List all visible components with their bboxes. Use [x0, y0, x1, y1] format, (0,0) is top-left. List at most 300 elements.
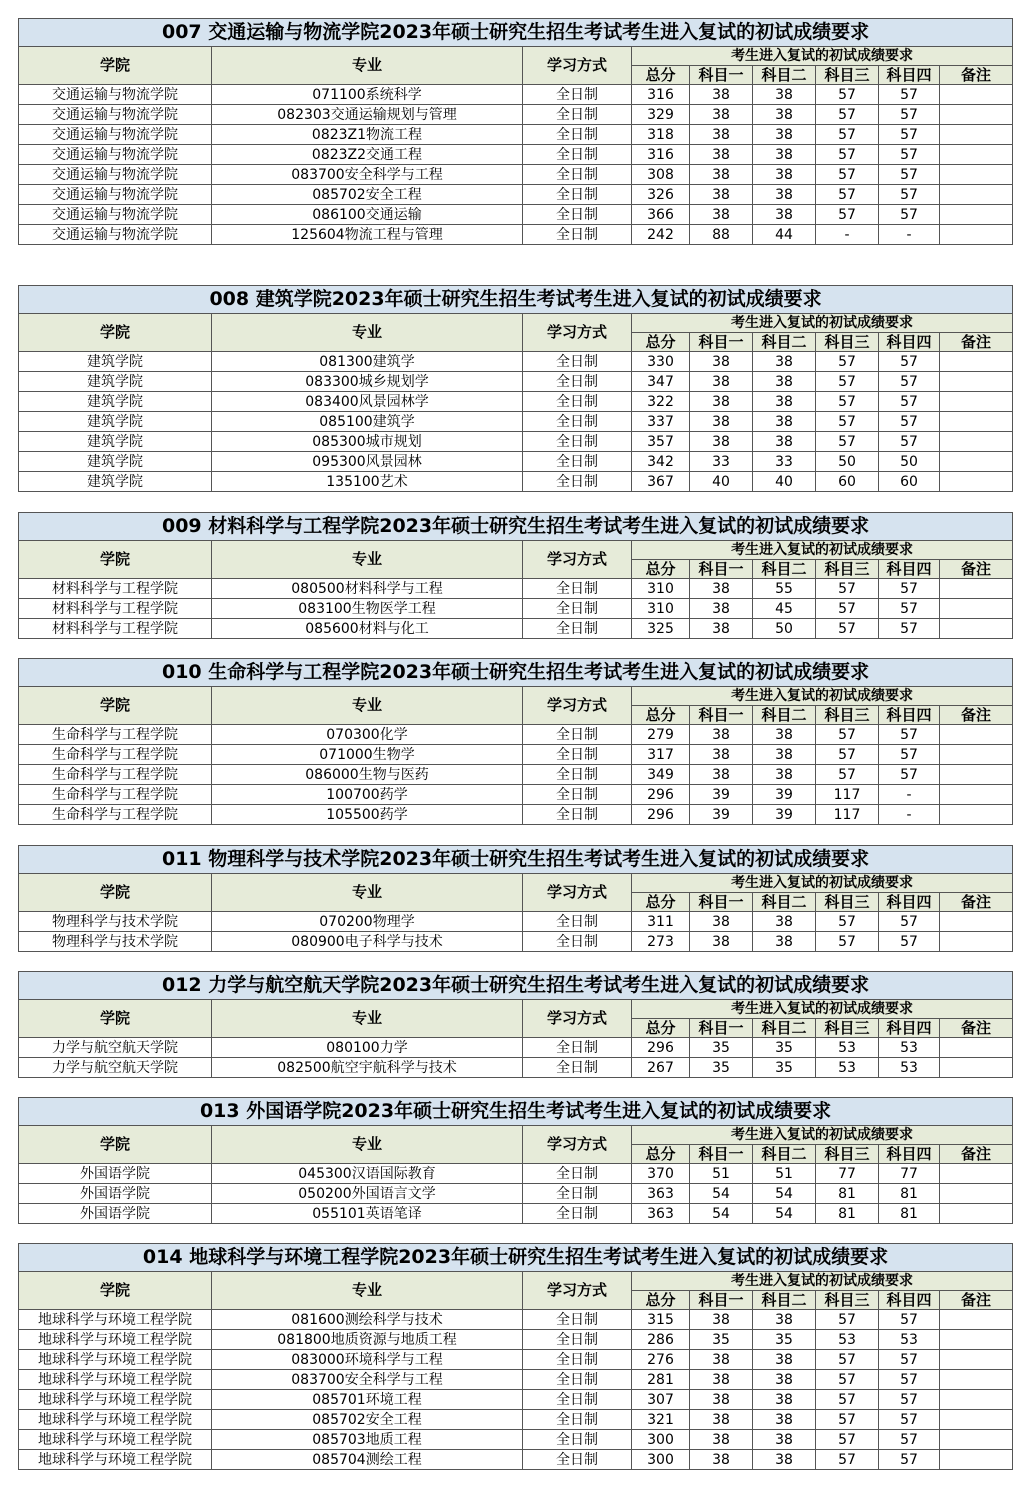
header-subject-3: 科目三 — [816, 66, 879, 85]
cell-s2: 38 — [753, 392, 816, 412]
cell-mode: 全日制 — [523, 185, 632, 205]
cell-total: 273 — [632, 932, 690, 952]
header-mode: 学习方式 — [523, 1272, 632, 1310]
cell-college: 力学与航空航天学院 — [19, 1038, 212, 1058]
cell-total: 325 — [632, 619, 690, 639]
cell-total: 363 — [632, 1204, 690, 1224]
header-college: 学院 — [19, 47, 212, 85]
cell-mode: 全日制 — [523, 765, 632, 785]
cell-college: 建筑学院 — [19, 472, 212, 492]
cell-s4: - — [879, 225, 940, 245]
header-college: 学院 — [19, 1272, 212, 1310]
cell-note — [940, 185, 1013, 205]
cell-mode: 全日制 — [523, 225, 632, 245]
cell-s4: 57 — [879, 372, 940, 392]
score-table — [18, 285, 1013, 492]
cell-college: 外国语学院 — [19, 1184, 212, 1204]
cell-note — [940, 725, 1013, 745]
header-subject-2: 科目二 — [753, 560, 816, 579]
cell-note — [940, 432, 1013, 452]
section-title: 010 生命科学与工程学院2023年硕士研究生招生考试考生进入复试的初试成绩要求 — [19, 659, 1013, 687]
cell-s3: 57 — [816, 125, 879, 145]
cell-mode: 全日制 — [523, 1350, 632, 1370]
cell-s2: 35 — [753, 1058, 816, 1078]
cell-s1: 88 — [690, 225, 753, 245]
cell-s4: 57 — [879, 145, 940, 165]
table-row — [19, 165, 1013, 185]
cell-college: 建筑学院 — [19, 432, 212, 452]
cell-mode: 全日制 — [523, 412, 632, 432]
cell-s3: 77 — [816, 1164, 879, 1184]
header-major: 专业 — [212, 1126, 523, 1164]
cell-total: 242 — [632, 225, 690, 245]
table-row — [19, 1038, 1013, 1058]
score-table-section — [18, 18, 1012, 245]
cell-total: 357 — [632, 432, 690, 452]
cell-total: 316 — [632, 145, 690, 165]
cell-mode: 全日制 — [523, 85, 632, 105]
cell-mode: 全日制 — [523, 372, 632, 392]
score-table-section — [18, 285, 1012, 492]
cell-mode: 全日制 — [523, 145, 632, 165]
header-college: 学院 — [19, 874, 212, 912]
cell-s1: 38 — [690, 165, 753, 185]
cell-college: 交通运输与物流学院 — [19, 105, 212, 125]
cell-s2: 38 — [753, 932, 816, 952]
cell-mode: 全日制 — [523, 452, 632, 472]
cell-s1: 38 — [690, 765, 753, 785]
header-mode: 学习方式 — [523, 874, 632, 912]
cell-s2: 38 — [753, 185, 816, 205]
header-subject-3: 科目三 — [816, 333, 879, 352]
cell-s4: 57 — [879, 105, 940, 125]
header-subject-3: 科目三 — [816, 1019, 879, 1038]
cell-s2: 38 — [753, 105, 816, 125]
header-requirement-group: 考生进入复试的初试成绩要求 — [632, 47, 1013, 66]
cell-major: 085704测绘工程 — [212, 1450, 523, 1470]
cell-college: 生命科学与工程学院 — [19, 745, 212, 765]
cell-mode: 全日制 — [523, 745, 632, 765]
cell-s2: 45 — [753, 599, 816, 619]
cell-s2: 38 — [753, 1390, 816, 1410]
cell-s3: 57 — [816, 619, 879, 639]
cell-s2: 38 — [753, 1410, 816, 1430]
cell-s3: 117 — [816, 785, 879, 805]
cell-total: 310 — [632, 599, 690, 619]
header-subject-3: 科目三 — [816, 1291, 879, 1310]
header-requirement-group: 考生进入复试的初试成绩要求 — [632, 314, 1013, 333]
cell-total: 318 — [632, 125, 690, 145]
cell-note — [940, 205, 1013, 225]
cell-mode: 全日制 — [523, 352, 632, 372]
cell-s3: 57 — [816, 85, 879, 105]
cell-major: 081800地质资源与地质工程 — [212, 1330, 523, 1350]
cell-s4: 53 — [879, 1058, 940, 1078]
cell-college: 建筑学院 — [19, 352, 212, 372]
table-row — [19, 1184, 1013, 1204]
cell-major: 095300风景园林 — [212, 452, 523, 472]
cell-note — [940, 225, 1013, 245]
cell-major: 086100交通运输 — [212, 205, 523, 225]
cell-s2: 51 — [753, 1164, 816, 1184]
cell-college: 力学与航空航天学院 — [19, 1058, 212, 1078]
cell-note — [940, 912, 1013, 932]
cell-major: 085100建筑学 — [212, 412, 523, 432]
cell-s4: 57 — [879, 1410, 940, 1430]
cell-mode: 全日制 — [523, 1410, 632, 1430]
cell-s1: 38 — [690, 1370, 753, 1390]
header-major: 专业 — [212, 541, 523, 579]
cell-note — [940, 1204, 1013, 1224]
cell-college: 交通运输与物流学院 — [19, 225, 212, 245]
score-table-section — [18, 1243, 1012, 1470]
cell-college: 生命科学与工程学院 — [19, 765, 212, 785]
header-total: 总分 — [632, 66, 690, 85]
cell-total: 296 — [632, 805, 690, 825]
cell-total: 267 — [632, 1058, 690, 1078]
header-subject-3: 科目三 — [816, 560, 879, 579]
cell-s3: 57 — [816, 1310, 879, 1330]
cell-college: 地球科学与环境工程学院 — [19, 1450, 212, 1470]
cell-major: 070300化学 — [212, 725, 523, 745]
cell-s1: 38 — [690, 619, 753, 639]
score-table — [18, 845, 1013, 952]
cell-s2: 38 — [753, 165, 816, 185]
table-row — [19, 1350, 1013, 1370]
table-row — [19, 1450, 1013, 1470]
table-row — [19, 145, 1013, 165]
score-table — [18, 512, 1013, 639]
cell-note — [940, 165, 1013, 185]
cell-major: 085703地质工程 — [212, 1430, 523, 1450]
cell-s4: 57 — [879, 765, 940, 785]
cell-total: 370 — [632, 1164, 690, 1184]
cell-s1: 39 — [690, 805, 753, 825]
cell-s4: 57 — [879, 205, 940, 225]
cell-s3: 57 — [816, 432, 879, 452]
section-title: 011 物理科学与技术学院2023年硕士研究生招生考试考生进入复试的初试成绩要求 — [19, 846, 1013, 874]
cell-note — [940, 1184, 1013, 1204]
cell-note — [940, 1450, 1013, 1470]
cell-total: 317 — [632, 745, 690, 765]
header-major: 专业 — [212, 687, 523, 725]
cell-s4: 53 — [879, 1038, 940, 1058]
cell-total: 342 — [632, 452, 690, 472]
table-row — [19, 392, 1013, 412]
header-college: 学院 — [19, 687, 212, 725]
cell-total: 296 — [632, 785, 690, 805]
table-row — [19, 579, 1013, 599]
cell-s2: 38 — [753, 205, 816, 225]
cell-major: 081300建筑学 — [212, 352, 523, 372]
cell-college: 外国语学院 — [19, 1164, 212, 1184]
cell-s4: 57 — [879, 1450, 940, 1470]
cell-s4: 57 — [879, 1390, 940, 1410]
header-total: 总分 — [632, 333, 690, 352]
cell-note — [940, 805, 1013, 825]
header-requirement-group: 考生进入复试的初试成绩要求 — [632, 541, 1013, 560]
header-subject-1: 科目一 — [690, 706, 753, 725]
cell-s3: 57 — [816, 412, 879, 432]
cell-total: 300 — [632, 1450, 690, 1470]
cell-college: 地球科学与环境工程学院 — [19, 1330, 212, 1350]
cell-mode: 全日制 — [523, 165, 632, 185]
cell-mode: 全日制 — [523, 1184, 632, 1204]
table-row — [19, 1058, 1013, 1078]
header-requirement-group: 考生进入复试的初试成绩要求 — [632, 1272, 1013, 1291]
table-row — [19, 1330, 1013, 1350]
header-subject-2: 科目二 — [753, 66, 816, 85]
cell-college: 建筑学院 — [19, 412, 212, 432]
cell-s4: 57 — [879, 1350, 940, 1370]
cell-s1: 40 — [690, 472, 753, 492]
header-subject-4: 科目四 — [879, 560, 940, 579]
header-college: 学院 — [19, 1000, 212, 1038]
cell-s1: 54 — [690, 1184, 753, 1204]
cell-major: 081600测绘科学与技术 — [212, 1310, 523, 1330]
cell-college: 物理科学与技术学院 — [19, 912, 212, 932]
cell-major: 083100生物医学工程 — [212, 599, 523, 619]
cell-major: 083300城乡规划学 — [212, 372, 523, 392]
cell-mode: 全日制 — [523, 205, 632, 225]
cell-note — [940, 125, 1013, 145]
cell-s4: 57 — [879, 725, 940, 745]
header-subject-1: 科目一 — [690, 560, 753, 579]
header-major: 专业 — [212, 1272, 523, 1310]
cell-major: 085702安全工程 — [212, 1410, 523, 1430]
table-row — [19, 745, 1013, 765]
cell-s4: 60 — [879, 472, 940, 492]
section-title: 008 建筑学院2023年硕士研究生招生考试考生进入复试的初试成绩要求 — [19, 286, 1013, 314]
score-table-section — [18, 658, 1012, 825]
cell-total: 307 — [632, 1390, 690, 1410]
cell-s1: 38 — [690, 1410, 753, 1430]
cell-s3: 57 — [816, 599, 879, 619]
cell-s3: 117 — [816, 805, 879, 825]
cell-s2: 38 — [753, 125, 816, 145]
cell-s3: 57 — [816, 765, 879, 785]
score-table-section — [18, 1097, 1012, 1224]
cell-mode: 全日制 — [523, 105, 632, 125]
score-table-section — [18, 845, 1012, 952]
cell-s3: 57 — [816, 1350, 879, 1370]
cell-s1: 35 — [690, 1330, 753, 1350]
header-requirement-group: 考生进入复试的初试成绩要求 — [632, 687, 1013, 706]
cell-s3: 60 — [816, 472, 879, 492]
table-row — [19, 805, 1013, 825]
cell-note — [940, 412, 1013, 432]
cell-college: 外国语学院 — [19, 1204, 212, 1224]
cell-s4: 57 — [879, 932, 940, 952]
score-table — [18, 1097, 1013, 1224]
header-subject-4: 科目四 — [879, 333, 940, 352]
cell-s3: 81 — [816, 1204, 879, 1224]
table-row — [19, 765, 1013, 785]
cell-s4: 57 — [879, 579, 940, 599]
table-row — [19, 932, 1013, 952]
cell-college: 材料科学与工程学院 — [19, 619, 212, 639]
cell-note — [940, 352, 1013, 372]
cell-total: 349 — [632, 765, 690, 785]
header-note: 备注 — [940, 1019, 1013, 1038]
cell-s4: 57 — [879, 599, 940, 619]
header-total: 总分 — [632, 1145, 690, 1164]
cell-mode: 全日制 — [523, 125, 632, 145]
cell-s3: 57 — [816, 145, 879, 165]
cell-major: 070200物理学 — [212, 912, 523, 932]
cell-major: 085600材料与化工 — [212, 619, 523, 639]
cell-note — [940, 1310, 1013, 1330]
cell-college: 材料科学与工程学院 — [19, 579, 212, 599]
cell-note — [940, 932, 1013, 952]
cell-major: 105500药学 — [212, 805, 523, 825]
header-subject-1: 科目一 — [690, 66, 753, 85]
cell-s3: 81 — [816, 1184, 879, 1204]
table-row — [19, 185, 1013, 205]
table-row — [19, 225, 1013, 245]
cell-s4: 57 — [879, 392, 940, 412]
table-row — [19, 1164, 1013, 1184]
cell-note — [940, 745, 1013, 765]
cell-s2: 39 — [753, 785, 816, 805]
cell-s4: - — [879, 785, 940, 805]
cell-major: 085300城市规划 — [212, 432, 523, 452]
cell-mode: 全日制 — [523, 1058, 632, 1078]
cell-s4: 77 — [879, 1164, 940, 1184]
table-row — [19, 472, 1013, 492]
cell-s4: 57 — [879, 432, 940, 452]
cell-s2: 38 — [753, 765, 816, 785]
cell-s3: 57 — [816, 1390, 879, 1410]
cell-note — [940, 105, 1013, 125]
score-table-section — [18, 971, 1012, 1078]
table-row — [19, 785, 1013, 805]
cell-mode: 全日制 — [523, 725, 632, 745]
header-mode: 学习方式 — [523, 47, 632, 85]
cell-s1: 38 — [690, 1350, 753, 1370]
cell-major: 080100力学 — [212, 1038, 523, 1058]
table-row — [19, 725, 1013, 745]
cell-total: 279 — [632, 725, 690, 745]
header-subject-4: 科目四 — [879, 66, 940, 85]
cell-s4: 81 — [879, 1184, 940, 1204]
header-subject-4: 科目四 — [879, 1019, 940, 1038]
cell-s4: 57 — [879, 745, 940, 765]
cell-s1: 38 — [690, 205, 753, 225]
cell-college: 生命科学与工程学院 — [19, 725, 212, 745]
header-subject-4: 科目四 — [879, 706, 940, 725]
cell-s1: 38 — [690, 412, 753, 432]
cell-s1: 38 — [690, 392, 753, 412]
cell-s3: 50 — [816, 452, 879, 472]
cell-s4: 57 — [879, 912, 940, 932]
header-requirement-group: 考生进入复试的初试成绩要求 — [632, 1000, 1013, 1019]
header-subject-2: 科目二 — [753, 1019, 816, 1038]
cell-s2: 50 — [753, 619, 816, 639]
cell-major: 082500航空宇航科学与技术 — [212, 1058, 523, 1078]
cell-s2: 54 — [753, 1184, 816, 1204]
table-row — [19, 912, 1013, 932]
header-college: 学院 — [19, 1126, 212, 1164]
cell-mode: 全日制 — [523, 785, 632, 805]
cell-college: 地球科学与环境工程学院 — [19, 1410, 212, 1430]
cell-mode: 全日制 — [523, 1330, 632, 1350]
cell-major: 080500材料科学与工程 — [212, 579, 523, 599]
cell-s1: 38 — [690, 599, 753, 619]
header-total: 总分 — [632, 560, 690, 579]
cell-s3: 53 — [816, 1038, 879, 1058]
cell-mode: 全日制 — [523, 1450, 632, 1470]
header-subject-1: 科目一 — [690, 333, 753, 352]
cell-mode: 全日制 — [523, 1204, 632, 1224]
cell-major: 055101英语笔译 — [212, 1204, 523, 1224]
cell-s3: 57 — [816, 205, 879, 225]
cell-total: 330 — [632, 352, 690, 372]
cell-s3: 57 — [816, 745, 879, 765]
cell-s4: 57 — [879, 412, 940, 432]
cell-s1: 38 — [690, 745, 753, 765]
cell-s4: 53 — [879, 1330, 940, 1350]
cell-s2: 38 — [753, 432, 816, 452]
cell-note — [940, 472, 1013, 492]
cell-s4: 50 — [879, 452, 940, 472]
cell-s4: 57 — [879, 1370, 940, 1390]
cell-mode: 全日制 — [523, 579, 632, 599]
header-mode: 学习方式 — [523, 687, 632, 725]
cell-s2: 38 — [753, 352, 816, 372]
header-mode: 学习方式 — [523, 1000, 632, 1038]
cell-mode: 全日制 — [523, 1390, 632, 1410]
cell-total: 321 — [632, 1410, 690, 1430]
cell-mode: 全日制 — [523, 472, 632, 492]
header-note: 备注 — [940, 1145, 1013, 1164]
header-total: 总分 — [632, 706, 690, 725]
header-subject-1: 科目一 — [690, 893, 753, 912]
score-table-section — [18, 512, 1012, 639]
table-row — [19, 205, 1013, 225]
table-row — [19, 352, 1013, 372]
cell-note — [940, 1330, 1013, 1350]
section-title: 007 交通运输与物流学院2023年硕士研究生招生考试考生进入复试的初试成绩要求 — [19, 19, 1013, 47]
cell-s2: 38 — [753, 85, 816, 105]
cell-total: 310 — [632, 579, 690, 599]
cell-major: 082303交通运输规划与管理 — [212, 105, 523, 125]
cell-mode: 全日制 — [523, 1310, 632, 1330]
score-table — [18, 18, 1013, 245]
header-requirement-group: 考生进入复试的初试成绩要求 — [632, 874, 1013, 893]
cell-total: 347 — [632, 372, 690, 392]
table-row — [19, 432, 1013, 452]
cell-s4: 57 — [879, 85, 940, 105]
cell-mode: 全日制 — [523, 432, 632, 452]
cell-college: 地球科学与环境工程学院 — [19, 1430, 212, 1450]
cell-s1: 38 — [690, 145, 753, 165]
cell-s2: 38 — [753, 1370, 816, 1390]
header-college: 学院 — [19, 541, 212, 579]
cell-s3: 57 — [816, 579, 879, 599]
cell-college: 建筑学院 — [19, 452, 212, 472]
cell-note — [940, 392, 1013, 412]
cell-major: 083000环境科学与工程 — [212, 1350, 523, 1370]
cell-s1: 33 — [690, 452, 753, 472]
header-subject-4: 科目四 — [879, 1145, 940, 1164]
cell-major: 080900电子科学与技术 — [212, 932, 523, 952]
cell-s4: 57 — [879, 352, 940, 372]
table-row — [19, 85, 1013, 105]
cell-note — [940, 1430, 1013, 1450]
cell-s3: 57 — [816, 372, 879, 392]
cell-college: 地球科学与环境工程学院 — [19, 1390, 212, 1410]
